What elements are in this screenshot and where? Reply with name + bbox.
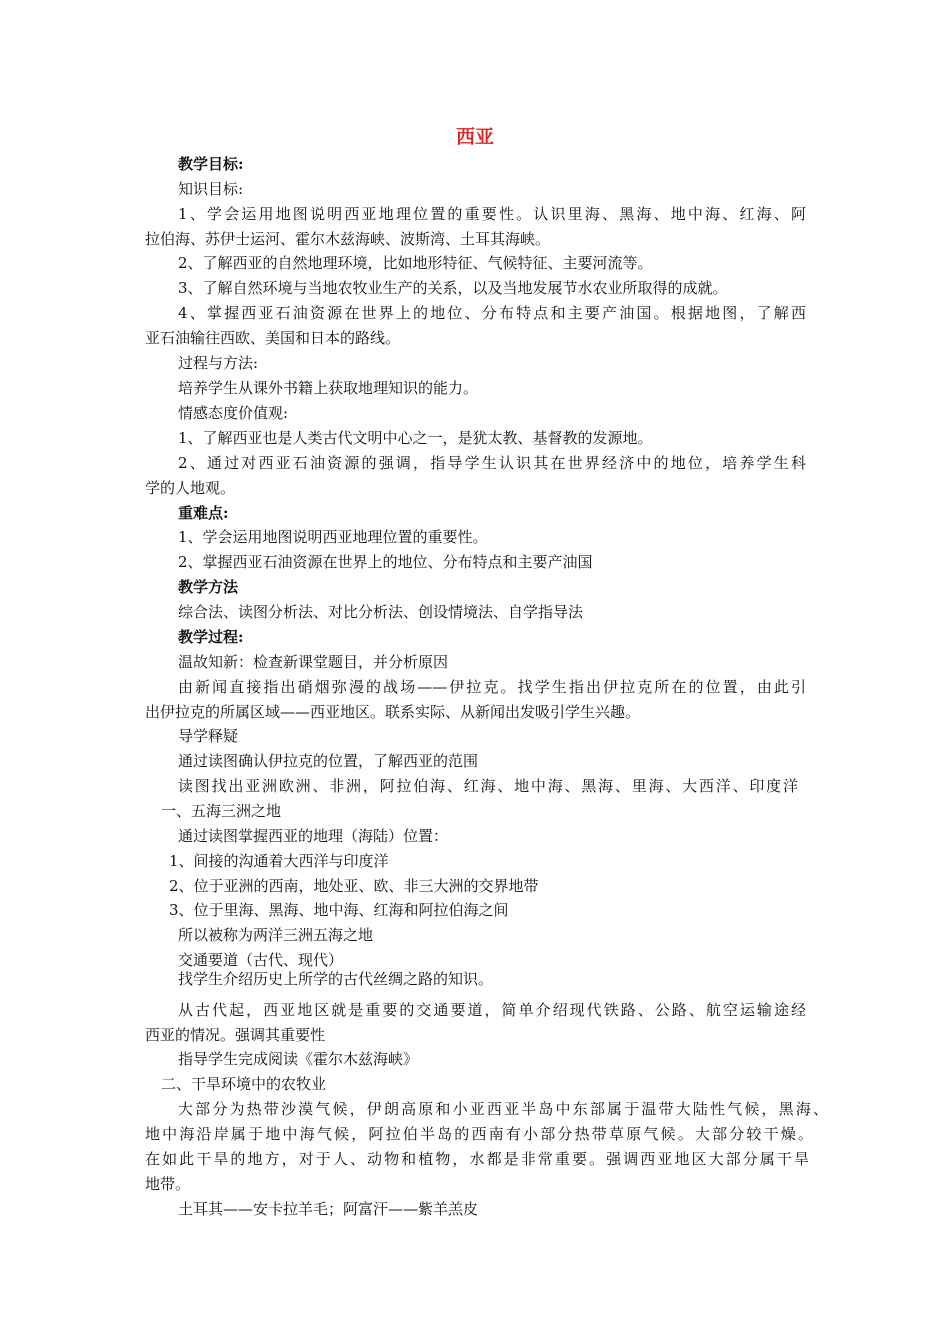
subheading-process-methods: 过程与方法: — [178, 354, 259, 372]
paragraph-line: 2、通过对西亚石油资源的强调，指导学生认识其在世界经济中的地位，培养学生科 — [178, 454, 806, 472]
list-item: 2、位于亚洲的西南，地处亚、欧、非三大洲的交界地带 — [169, 877, 539, 895]
paragraph-line: 找学生介绍历史上所学的古代丝绸之路的知识。 — [178, 970, 494, 988]
paragraph-line: 指导学生完成阅读《霍尔木兹海峡》 — [178, 1050, 419, 1068]
paragraph-line: 1、了解西亚也是人类古代文明中心之一，是犹太教、基督教的发源地。 — [178, 429, 653, 447]
paragraph-line: 综合法、读图分析法、对比分析法、创设情境法、自学指导法 — [178, 603, 584, 621]
list-item: 3、位于里海、黑海、地中海、红海和阿拉伯海之间 — [169, 901, 509, 919]
subheading-knowledge-goals: 知识目标: — [178, 180, 244, 198]
paragraph-line: 交通要道（古代、现代） — [178, 951, 344, 969]
paragraph-line: 西亚的情况。强调其重要性 — [145, 1026, 326, 1044]
paragraph-line: 在如此干旱的地方，对于人、动物和植物，水都是非常重要。强调西亚地区大部分属干旱 — [145, 1150, 809, 1168]
heading-teaching-methods: 教学方法 — [178, 578, 239, 596]
paragraph-line: 读图找出亚洲欧洲、非洲，阿拉伯海、红海、地中海、黑海、里海、大西洋、印度洋 — [178, 777, 798, 795]
subheading-guided-learning: 导学释疑 — [178, 727, 239, 745]
paragraph-line: 温故知新：检查新课堂题目，并分析原因 — [178, 653, 449, 671]
paragraph-line: 通过读图确认伊拉克的位置，了解西亚的范围 — [178, 752, 479, 770]
paragraph-line: 亚石油输往西欧、美国和日本的路线。 — [145, 329, 401, 347]
heading-teaching-process: 教学过程: — [178, 628, 244, 646]
subheading-emotion-values: 情感态度价值观: — [178, 404, 289, 422]
paragraph-line: 所以被称为两洋三洲五海之地 — [178, 926, 374, 944]
paragraph-line: 4、掌握西亚石油资源在世界上的地位、分布特点和主要产油国。根据地图，了解西 — [178, 304, 806, 322]
paragraph-line: 由新闻直接指出硝烟弥漫的战场——伊拉克。找学生指出伊拉克所在的位置，由此引 — [178, 678, 806, 696]
paragraph-line: 培养学生从课外书籍上获取地理知识的能力。 — [178, 379, 479, 397]
paragraph-line: 2、了解西亚的自然地理环境，比如地形特征、气候特征、主要河流等。 — [178, 254, 653, 272]
paragraph-line: 地中海沿岸属于地中海气候，阿拉伯半岛的西南有小部分热带草原气候。大部分较干燥。 — [145, 1125, 813, 1143]
list-item: 1、间接的沟通着大西洋与印度洋 — [169, 852, 389, 870]
paragraph-line: 拉伯海、苏伊士运河、霍尔木兹海峡、波斯湾、土耳其海峡。 — [145, 230, 551, 248]
section-heading-one: 一、五海三洲之地 — [161, 802, 282, 820]
paragraph-line: 从古代起，西亚地区就是重要的交通要道，简单介绍现代铁路、公路、航空运输途经 — [178, 1001, 806, 1019]
paragraph-line: 2、掌握西亚石油资源在世界上的地位、分布特点和主要产油国 — [178, 553, 593, 571]
paragraph-line: 1、学会运用地图说明西亚地理位置的重要性。认识里海、黑海、地中海、红海、阿 — [178, 205, 806, 223]
paragraph-line: 1、学会运用地图说明西亚地理位置的重要性。 — [178, 528, 488, 546]
paragraph-line: 土耳其——安卡拉羊毛；阿富汗——紫羊羔皮 — [178, 1200, 479, 1218]
paragraph-line: 出伊拉克的所属区域——西亚地区。联系实际、从新闻出发吸引学生兴趣。 — [145, 703, 641, 721]
paragraph-line: 学的人地观。 — [145, 479, 236, 497]
paragraph-line: 通过读图掌握西亚的地理（海陆）位置： — [178, 827, 449, 845]
paragraph-line: 大部分为热带沙漠气候，伊朗高原和小亚西亚半岛中东部属于温带大陆性气候，黑海、 — [178, 1100, 828, 1118]
heading-teaching-goals: 教学目标: — [178, 155, 244, 173]
document-title: 西亚 — [455, 126, 494, 148]
paragraph-line: 地带。 — [145, 1175, 191, 1193]
heading-key-points: 重难点: — [178, 504, 229, 522]
paragraph-line: 3、了解自然环境与当地农牧业生产的关系，以及当地发展节水农业所取得的成就。 — [178, 279, 728, 297]
section-heading-two: 二、干旱环境中的农牧业 — [161, 1075, 327, 1093]
